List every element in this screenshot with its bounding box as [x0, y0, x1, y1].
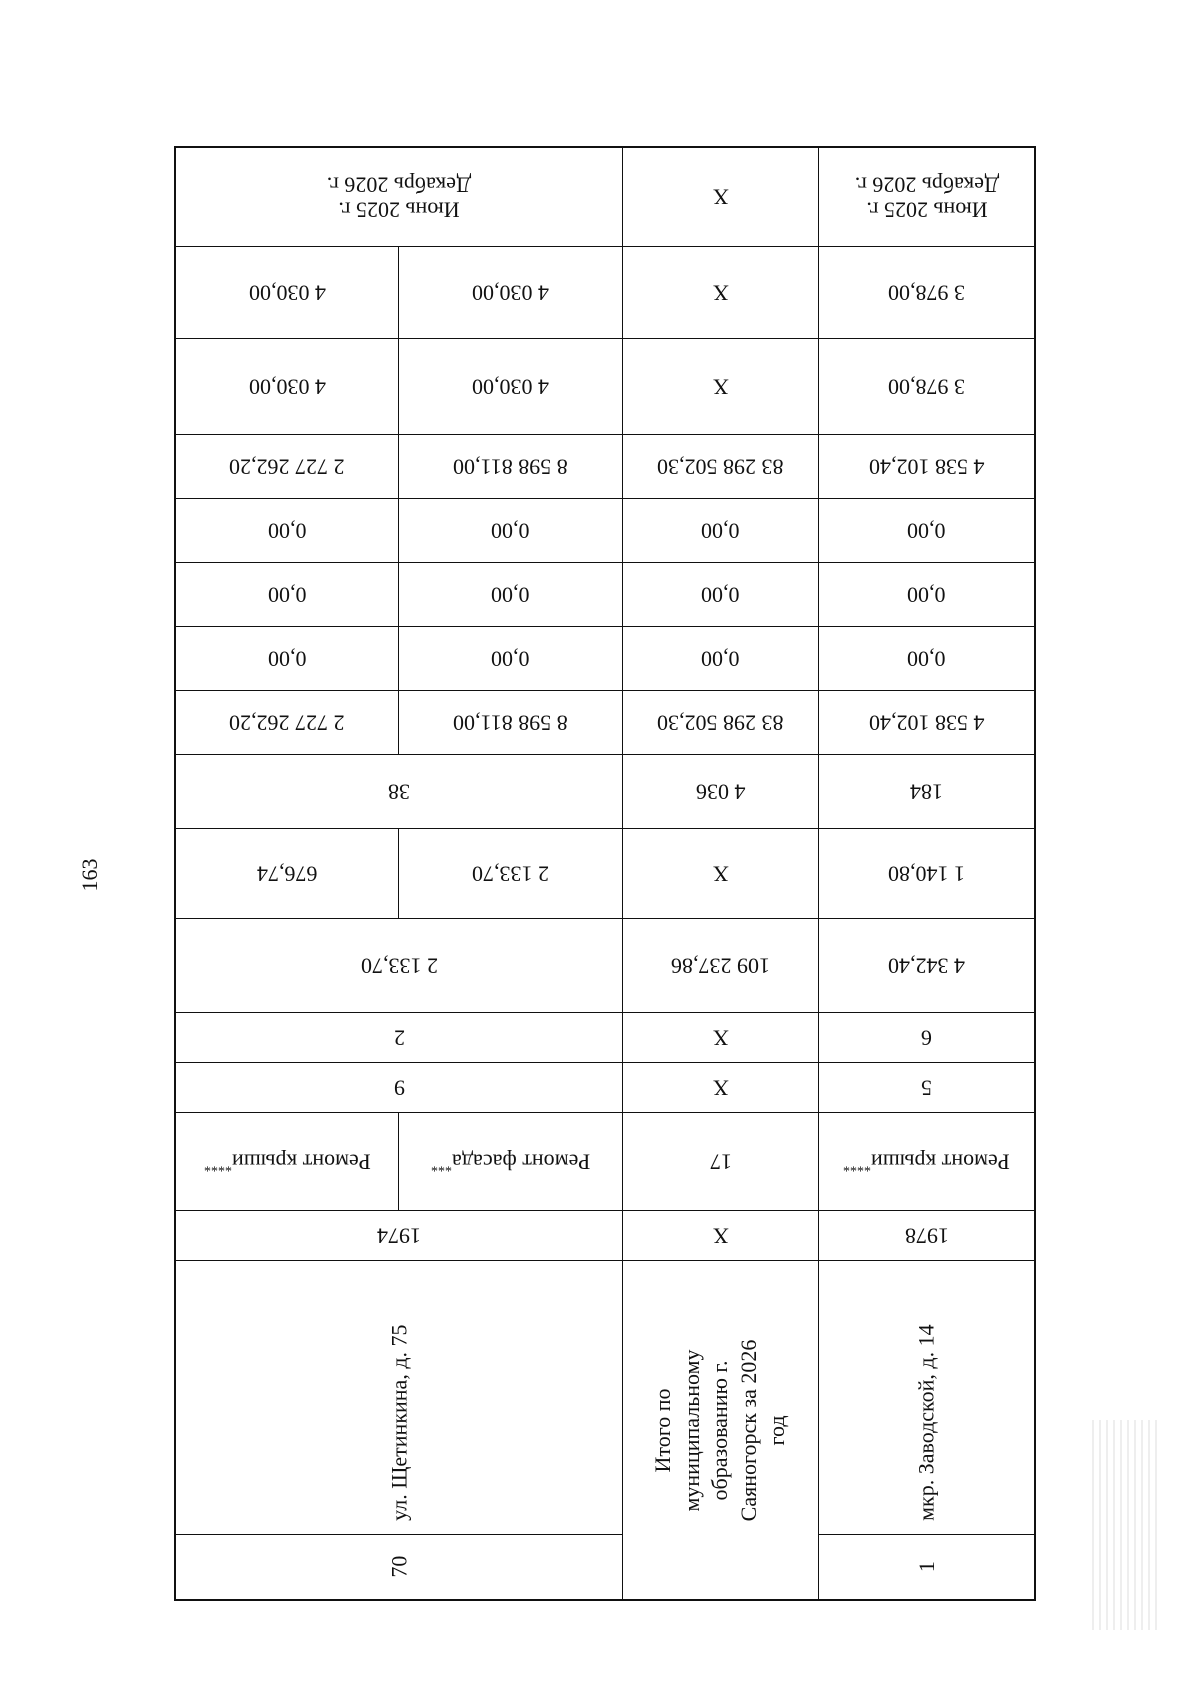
zero-2-cell-2: 0,00 [701, 582, 740, 608]
floors-cell-3: 5 [921, 1075, 932, 1101]
row-total-cost-b [176, 434, 1034, 499]
price-b-cell-1a: 4 030,00 [248, 374, 326, 400]
work-area-cell-3: 1 140,80 [888, 861, 965, 887]
total-cost-a-cell-1b: 8 598 811,00 [453, 710, 568, 736]
year-built-cell-2: Х [712, 1223, 729, 1249]
address-number-1: 70 [386, 1555, 412, 1578]
zero-2-cell-1a: 0,00 [267, 582, 307, 608]
price-b-cell-1b: 4 030,00 [472, 374, 549, 400]
row-price-a [176, 246, 1034, 339]
residents-cell-1: 38 [388, 779, 410, 805]
entrances-cell-2: Х [712, 1025, 729, 1051]
zero-1-cell-3: 0,00 [907, 518, 946, 544]
address-cell-3 [819, 1261, 1034, 1599]
total-cost-a-cell-3: 4 538 102,40 [868, 710, 985, 736]
year-built-cell-1: 1974 [377, 1223, 421, 1249]
total-cost-b-cell-3: 4 538 102,40 [868, 454, 985, 480]
floors-cell-2: Х [712, 1075, 729, 1101]
row-schedule [176, 148, 1034, 246]
total-cost-b-cell-1b: 8 598 811,00 [453, 454, 568, 480]
schedule-cell-3: Июнь 2025 г. Декабрь 2026 г. [854, 172, 999, 223]
entrances-cell-1: 2 [393, 1025, 405, 1051]
row-year-built [176, 1210, 1034, 1261]
work-area-cell-1b: 2 133,70 [472, 861, 549, 887]
address-number-3: 1 [913, 1561, 939, 1573]
row-residents [176, 754, 1034, 829]
repair-program-table [174, 146, 1036, 1601]
faint-stamp-mark [1092, 1420, 1162, 1630]
schedule-cell-1: Июнь 2025 г. Декабрь 2026 г. [326, 172, 472, 223]
row-entrances [176, 1012, 1034, 1063]
row-total-area [176, 918, 1034, 1013]
work-type-cell-1a: Ремонт крыши**** [203, 1149, 371, 1175]
residents-cell-2: 4 036 [695, 779, 746, 805]
address-name-1: ул. Щетинкина, д. 75 [386, 1324, 412, 1521]
price-b-cell-2: Х [712, 374, 729, 400]
zero-2-cell-1b: 0,00 [491, 582, 530, 608]
work-type-cell-1b: Ремонт фасада*** [430, 1149, 591, 1175]
row-price-b [176, 338, 1034, 435]
zero-1-cell-2: 0,00 [701, 518, 740, 544]
row-total-cost-a [176, 690, 1034, 755]
year-built-cell-3: 1978 [904, 1223, 949, 1249]
work-type-cell-3: Ремонт крыши**** [843, 1149, 1010, 1175]
total-cost-a-cell-1a: 2 727 262,20 [229, 710, 345, 736]
zero-2-cell-3: 0,00 [907, 582, 946, 608]
row-zero-3 [176, 626, 1034, 691]
row-zero-2 [176, 562, 1034, 627]
row-zero-1 [176, 498, 1034, 563]
total-area-cell-1: 2 133,70 [360, 953, 438, 979]
page-number-text: 163 [77, 858, 102, 892]
row-work-area [176, 828, 1034, 919]
total-area-cell-3: 4 342,40 [888, 953, 965, 979]
zero-1-cell-1a: 0,00 [267, 518, 307, 544]
zero-3-cell-1b: 0,00 [491, 646, 530, 672]
price-a-cell-1a: 4 030,00 [248, 280, 326, 306]
zero-3-cell-3: 0,00 [907, 646, 946, 672]
entrances-cell-3: 6 [921, 1025, 932, 1051]
residents-cell-3: 184 [910, 779, 943, 805]
municipal-total-label: Итого по муниципальному образованию г. Саяногорск за 2026 год [650, 1339, 790, 1521]
address-name-3: мкр. Заводской, д. 14 [913, 1324, 939, 1521]
row-work-type [176, 1112, 1034, 1211]
row-floors [176, 1062, 1034, 1113]
total-cost-a-cell-2: 83 298 502,30 [657, 710, 784, 736]
price-b-cell-3: 3 978,00 [888, 374, 965, 400]
price-a-cell-1b: 4 030,00 [472, 280, 549, 306]
work-type-cell-2: 17 [709, 1149, 732, 1175]
zero-1-cell-1b: 0,00 [491, 518, 530, 544]
page-number [65, 855, 115, 895]
total-area-cell-2: 109 237,86 [671, 953, 770, 979]
floors-cell-1: 9 [393, 1075, 405, 1101]
price-a-cell-3: 3 978,00 [888, 280, 965, 306]
zero-3-cell-2: 0,00 [701, 646, 740, 672]
work-area-cell-1a: 676,74 [256, 861, 318, 887]
total-cost-b-cell-2: 83 298 502,30 [657, 454, 784, 480]
row-address [176, 1260, 1034, 1599]
zero-3-cell-1a: 0,00 [267, 646, 307, 672]
schedule-cell-2: Х [712, 184, 729, 210]
total-cost-b-cell-1a: 2 727 262,20 [229, 454, 345, 480]
price-a-cell-2: Х [712, 280, 729, 306]
address-cell-1 [176, 1261, 622, 1599]
work-area-cell-2: Х [712, 861, 729, 887]
